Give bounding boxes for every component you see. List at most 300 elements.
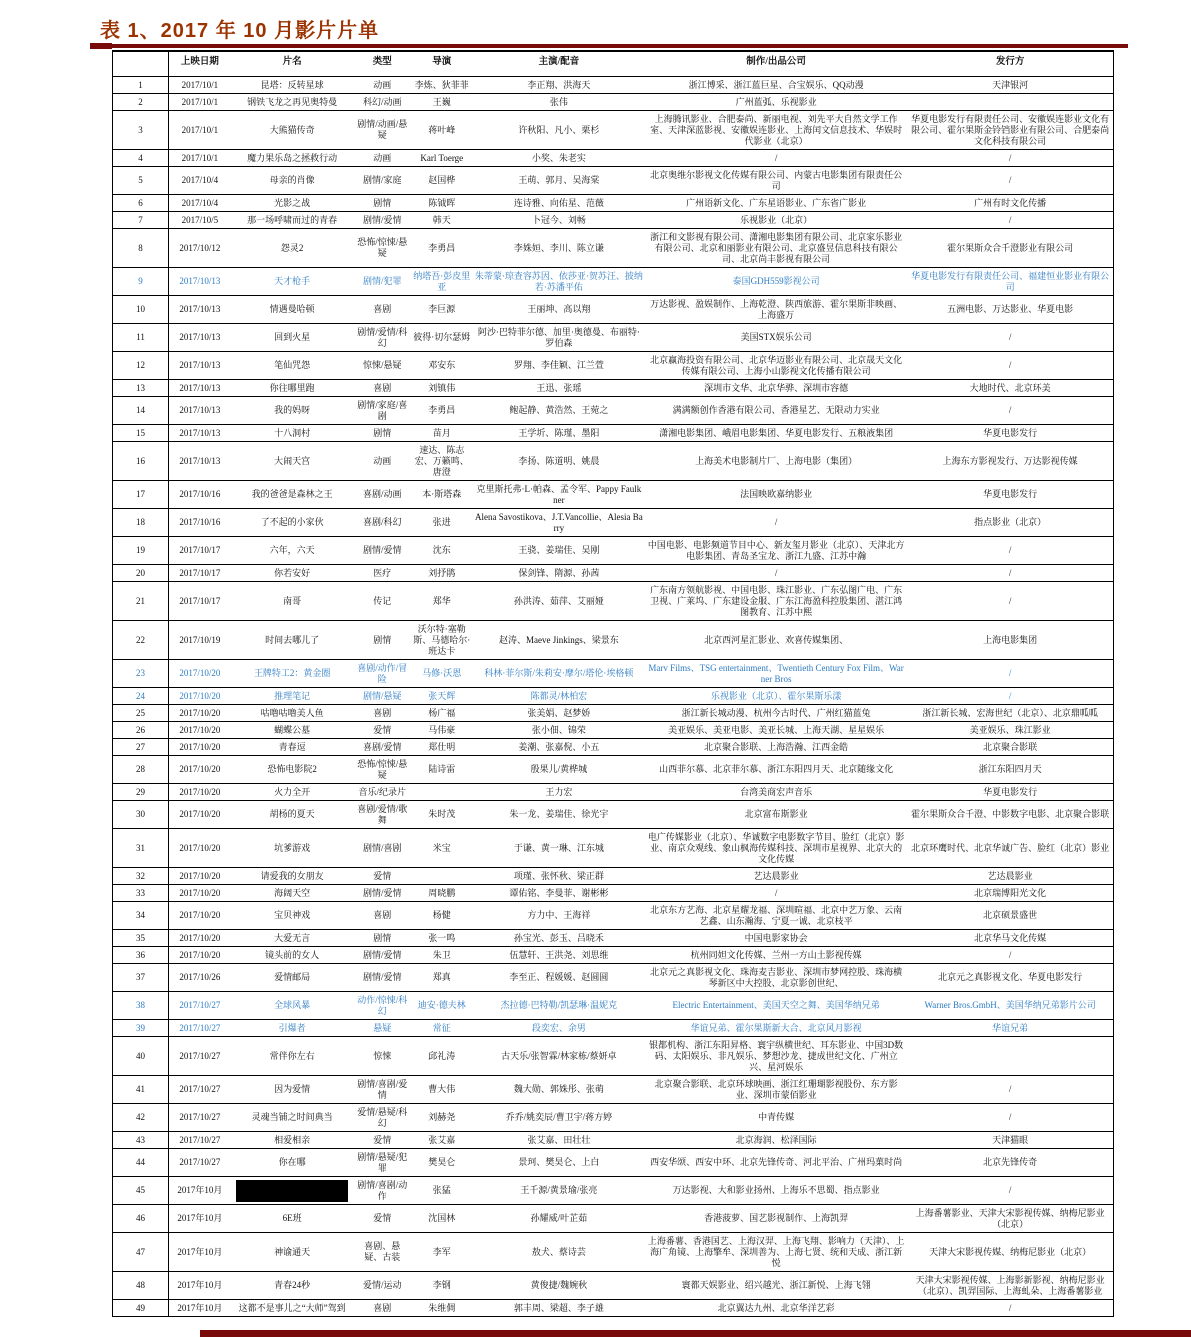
cell-date: 2017/10/20 <box>169 756 231 784</box>
cell-no: 25 <box>113 705 169 722</box>
cell-cast: 孙洪涛、茹萍、艾丽娅 <box>473 582 645 621</box>
cell-date: 2017年10月 <box>169 1205 231 1233</box>
cell-title: 请爱我的女朋友 <box>231 868 354 885</box>
cell-type: 喜剧/爱情 <box>354 739 411 756</box>
table-row <box>113 537 1114 565</box>
cell-distributor: 上海电影集团 <box>907 621 1113 660</box>
cell-title: 笔仙咒怨 <box>231 352 354 380</box>
table-row <box>113 425 1114 442</box>
cell-cast: 李正翔、洪海天 <box>473 77 645 94</box>
cell-producer: 中青传媒 <box>645 1104 907 1132</box>
cell-type: 剧情/喜剧/动作 <box>354 1177 411 1205</box>
cell-director: 李炼、狄菲菲 <box>411 77 473 94</box>
cell-director: 李勇昌 <box>411 397 473 425</box>
cell-distributor: / <box>907 167 1113 195</box>
cell-date: 2017/10/20 <box>169 688 231 705</box>
cell-producer: 法国映欧嘉纳影业 <box>645 481 907 509</box>
table-row <box>113 868 1114 885</box>
cell-director: 李钢 <box>411 1272 473 1300</box>
cell-cast: 王学圻、陈瑾、墨阳 <box>473 425 645 442</box>
cell-type: 剧情 <box>354 195 411 212</box>
cell-cast: 朱蒂蒙·琼查容苏因、依莎亚·贺苏汪、披纳若·苏潘平佑 <box>473 268 645 296</box>
cell-distributor: 华谊兄弟 <box>907 1020 1113 1037</box>
cell-date: 2017/10/20 <box>169 722 231 739</box>
cell-distributor: 北京瑞博阳光文化 <box>907 885 1113 902</box>
cell-date: 2017/10/1 <box>169 77 231 94</box>
cell-cast: 张艾嘉、田壮壮 <box>473 1132 645 1149</box>
cell-no: 17 <box>113 481 169 509</box>
cell-cast: 谭佑铭、李曼菲、谢彬彬 <box>473 885 645 902</box>
table-row <box>113 1132 1114 1149</box>
cell-date: 2017/10/20 <box>169 829 231 868</box>
cell-title: 全球风暴 <box>231 992 354 1020</box>
cell-distributor: 华夏电影发行 <box>907 784 1113 801</box>
table-row <box>113 195 1114 212</box>
cell-date: 2017/10/20 <box>169 739 231 756</box>
cell-title: 我的爸爸是森林之王 <box>231 481 354 509</box>
cell-title: 蝴蝶公墓 <box>231 722 354 739</box>
cell-no: 36 <box>113 947 169 964</box>
cell-producer: Marv Films、TSG entertainment、Twentieth Century Fox Film、Warner Bros <box>645 660 907 688</box>
cell-title: 了不起的小家伙 <box>231 509 354 537</box>
cell-distributor: 霍尔果斯众合千澄影业有限公司 <box>907 229 1113 268</box>
cell-cast: 张伟 <box>473 94 645 111</box>
cell-cast: 孙宝光、彭玉、吕晓禾 <box>473 930 645 947</box>
table-row <box>113 352 1114 380</box>
bottom-rule <box>200 1330 1191 1337</box>
table-row <box>113 739 1114 756</box>
cell-type: 动画 <box>354 150 411 167</box>
cell-no: 26 <box>113 722 169 739</box>
cell-cast: 陈都灵/林柏宏 <box>473 688 645 705</box>
cell-title: 爱情邮局 <box>231 964 354 992</box>
table-row <box>113 1177 1114 1205</box>
cell-producer: 广州语新文化、广东星语影业、广东省广影业 <box>645 195 907 212</box>
cell-title: 情遇曼哈顿 <box>231 296 354 324</box>
cell-no: 29 <box>113 784 169 801</box>
cell-cast: 王力宏 <box>473 784 645 801</box>
cell-producer: 广州蓝弧、乐视影业 <box>645 94 907 111</box>
cell-cast: 李至正、程媛媛、赵圆圆 <box>473 964 645 992</box>
cell-producer: / <box>645 885 907 902</box>
cell-date: 2017/10/27 <box>169 1076 231 1104</box>
cell-distributor: 艺达晨影业 <box>907 868 1113 885</box>
cell-distributor: 大地时代、北京环美 <box>907 380 1113 397</box>
cell-cast: 卜冠今、刘畅 <box>473 212 645 229</box>
cell-date: 2017/10/20 <box>169 784 231 801</box>
cell-producer: 北京翼达九州、北京华洋艺彩 <box>645 1300 907 1317</box>
cell-cast: 郭丰周、梁超、李子雄 <box>473 1300 645 1317</box>
cell-director: 迪安·德夫林 <box>411 992 473 1020</box>
film-table <box>112 50 1114 1317</box>
cell-cast: 张美娟、赵梦娇 <box>473 705 645 722</box>
cell-title: 魔力果乐岛之拯救行动 <box>231 150 354 167</box>
cell-cast: 乔乔/姚奕辰/曹卫宇/蒋方婷 <box>473 1104 645 1132</box>
table-row <box>113 964 1114 992</box>
cell-producer: 上海美术电影制片厂、上海电影（集团） <box>645 442 907 481</box>
cell-date: 2017/10/27 <box>169 1037 231 1076</box>
cell-cast: 项瑾、张怀秋、梁正群 <box>473 868 645 885</box>
cell-type: 剧情/悬疑 <box>354 688 411 705</box>
cell-type: 爱情/悬疑/科幻 <box>354 1104 411 1132</box>
cell-producer: 北京奥维尔影视文化传媒有限公司、内蒙古电影集团有限责任公司 <box>645 167 907 195</box>
cell-producer: 浙江新长城动漫、杭州今古时代、广州红猫蓝兔 <box>645 705 907 722</box>
table-row <box>113 885 1114 902</box>
cell-producer: 电广传媒影业（北京）、华诚数字电影数字节目、脸红（北京）影业、南京众观线、象山枫海传媒科技、深圳市星视界、北京大的文化传媒 <box>645 829 907 868</box>
cell-title: 青春24秒 <box>231 1272 354 1300</box>
cell-title: 十八洞村 <box>231 425 354 442</box>
cell-cast: 鲍起静、黄浩然、王菀之 <box>473 397 645 425</box>
cell-producer: 深圳市文华、北京华骅、深圳市容德 <box>645 380 907 397</box>
cell-type: 传记 <box>354 582 411 621</box>
header-no <box>113 51 169 77</box>
cell-title: 母亲的肖像 <box>231 167 354 195</box>
table-row <box>113 77 1114 94</box>
table-row <box>113 705 1114 722</box>
cell-producer: 中国电影家协会 <box>645 930 907 947</box>
cell-no: 40 <box>113 1037 169 1076</box>
cell-producer: 上海腾讯影业、合肥泰尚、新丽电视、刘先平大自然文学工作室、天津深蓝影视、安徽娱连影业、上海闰文信息技术、华娱时代影业（北京） <box>645 111 907 150</box>
cell-type: 剧情/喜剧/爱情 <box>354 1076 411 1104</box>
cell-producer: 潇湘电影集团、峨眉电影集团、华夏电影发行、五粮液集团 <box>645 425 907 442</box>
cell-director: 邱礼涛 <box>411 1037 473 1076</box>
cell-type: 剧情/犯罪 <box>354 268 411 296</box>
cell-cast: 王骁、姜瑞佳、吴刚 <box>473 537 645 565</box>
cell-date: 2017/10/16 <box>169 481 231 509</box>
cell-director: 朱卫 <box>411 947 473 964</box>
cell-producer: 美亚娱乐、美亚电影、美亚长城、上海天湖、星星娱乐 <box>645 722 907 739</box>
cell-type: 动作/惊悚/科幻 <box>354 992 411 1020</box>
cell-director: 李军 <box>411 1233 473 1272</box>
cell-director: 陈钺晖 <box>411 195 473 212</box>
cell-cast: 科林·菲尔斯/朱莉安·摩尔/塔伦·埃格顿 <box>473 660 645 688</box>
cell-distributor: / <box>907 150 1113 167</box>
cell-director: 张一鸣 <box>411 930 473 947</box>
cell-producer: / <box>645 565 907 582</box>
table-row <box>113 324 1114 352</box>
cell-date: 2017/10/26 <box>169 964 231 992</box>
cell-date: 2017/10/27 <box>169 1149 231 1177</box>
cell-type: 剧情/爱情/科幻 <box>354 324 411 352</box>
cell-title: 引爆者 <box>231 1020 354 1037</box>
cell-no: 42 <box>113 1104 169 1132</box>
cell-no: 35 <box>113 930 169 947</box>
cell-title: 咕噜咕噜美人鱼 <box>231 705 354 722</box>
cell-date: 2017/10/13 <box>169 380 231 397</box>
cell-no: 2 <box>113 94 169 111</box>
cell-distributor: 华夏电影发行有限责任公司、安徽娱连影业文化有限公司、霍尔果斯金铃铛影业有限公司、合肥泰尚 文化科技有限公司 <box>907 111 1113 150</box>
cell-director: 李巨源 <box>411 296 473 324</box>
cell-title: 镜头前的女人 <box>231 947 354 964</box>
cell-type: 喜剧/动作/冒险 <box>354 660 411 688</box>
cell-distributor: 指点影业（北京） <box>907 509 1113 537</box>
cell-title: 青春逗 <box>231 739 354 756</box>
cell-cast: 于谦、黄一琳、江东城 <box>473 829 645 868</box>
cell-cast: 王千源/黄景瑜/张亮 <box>473 1177 645 1205</box>
cell-no: 18 <box>113 509 169 537</box>
film-table-body <box>113 77 1114 1317</box>
cell-producer: 北京聚合影联、上海浩瀚、江西金皓 <box>645 739 907 756</box>
cell-producer: 满满额创作香港有限公司、香港星艺、无限动力实业 <box>645 397 907 425</box>
cell-date: 2017/10/17 <box>169 565 231 582</box>
cell-distributor: / <box>907 352 1113 380</box>
cell-type: 爱情 <box>354 1205 411 1233</box>
cell-type: 剧情/动画/悬疑 <box>354 111 411 150</box>
cell-producer: 台湾美商宏声音乐 <box>645 784 907 801</box>
cell-no: 24 <box>113 688 169 705</box>
cell-cast: 魏大勋、郭姝彤、张萌 <box>473 1076 645 1104</box>
cell-director: 米宝 <box>411 829 473 868</box>
table-row <box>113 481 1114 509</box>
cell-type: 剧情/喜剧 <box>354 829 411 868</box>
cell-distributor: 天津猫眼 <box>907 1132 1113 1149</box>
header-row <box>113 51 1114 77</box>
redacted-title-box <box>236 1180 348 1202</box>
table-row <box>113 1020 1114 1037</box>
cell-title: 推理笔记 <box>231 688 354 705</box>
cell-distributor: 浙江新长城、宏海世纪（北京）、北京鼎呱呱 <box>907 705 1113 722</box>
cell-date: 2017/10/12 <box>169 229 231 268</box>
cell-producer: 万达影视、盈娱制作、上海乾澄、陕西旅游、霍尔果斯非映画、上海盛万 <box>645 296 907 324</box>
cell-date: 2017/10/13 <box>169 324 231 352</box>
cell-title: 光影之战 <box>231 195 354 212</box>
cell-director: 沃尔特·塞勒斯、马德哈尔·班达卡 <box>411 621 473 660</box>
table-row <box>113 582 1114 621</box>
cell-director: 刘抒鹃 <box>411 565 473 582</box>
cell-type: 爱情 <box>354 1132 411 1149</box>
cell-director: 郑仕明 <box>411 739 473 756</box>
cell-producer: 乐视影业（北京）、霍尔果斯乐漾 <box>645 688 907 705</box>
table-row <box>113 150 1114 167</box>
page-title: 表 1、2017 年 10 月影片片单 <box>100 20 380 42</box>
cell-no: 3 <box>113 111 169 150</box>
header-distributor: 发行方 <box>907 51 1113 77</box>
cell-date: 2017/10/17 <box>169 537 231 565</box>
header-producer: 制作/出品公司 <box>645 51 907 77</box>
cell-distributor: / <box>907 582 1113 621</box>
table-row <box>113 380 1114 397</box>
cell-director: 马修·沃恩 <box>411 660 473 688</box>
cell-no: 7 <box>113 212 169 229</box>
table-row <box>113 756 1114 784</box>
table-row <box>113 660 1114 688</box>
cell-cast: 王丽坤、高以翔 <box>473 296 645 324</box>
cell-title: 胡杨的夏天 <box>231 801 354 829</box>
cell-title: 相爱相亲 <box>231 1132 354 1149</box>
cell-distributor: 华夏电影发行有限责任公司、福建恒业影业有限公司 <box>907 268 1113 296</box>
table-row <box>113 212 1114 229</box>
table-row <box>113 1076 1114 1104</box>
table-row <box>113 1300 1114 1317</box>
cell-no: 38 <box>113 992 169 1020</box>
cell-type: 剧情 <box>354 425 411 442</box>
table-row <box>113 565 1114 582</box>
cell-producer: 泰国GDH559影视公司 <box>645 268 907 296</box>
cell-distributor: / <box>907 1300 1113 1317</box>
cell-title: 灵魂当铺之时间典当 <box>231 1104 354 1132</box>
cell-no: 37 <box>113 964 169 992</box>
cell-title: 怨灵2 <box>231 229 354 268</box>
table-row <box>113 397 1114 425</box>
cell-no: 47 <box>113 1233 169 1272</box>
cell-type: 科幻/动画 <box>354 94 411 111</box>
cell-cast: 方力中、王海祥 <box>473 902 645 930</box>
cell-no: 31 <box>113 829 169 868</box>
cell-type: 剧情 <box>354 930 411 947</box>
cell-no: 9 <box>113 268 169 296</box>
cell-producer: 北京聚合影联、北京环球映画、浙江红珊瑚影视股份、东方影业、深圳市蒙佰影业 <box>645 1076 907 1104</box>
cell-date: 2017年10月 <box>169 1177 231 1205</box>
cell-cast: 杰拉德·巴特勒/凯瑟琳·温妮克 <box>473 992 645 1020</box>
cell-director: 苗月 <box>411 425 473 442</box>
cell-no: 45 <box>113 1177 169 1205</box>
cell-cast: 许秋阳、凡小、栗杉 <box>473 111 645 150</box>
cell-no: 14 <box>113 397 169 425</box>
table-row <box>113 509 1114 537</box>
table-row <box>113 268 1114 296</box>
cell-type: 喜剧/科幻 <box>354 509 411 537</box>
cell-distributor: 天津大宋影视传媒、上海影新影视、纳梅尼影业（北京）、凯羿国际、上海虬朵、上海番薯影业 <box>907 1272 1113 1300</box>
table-row <box>113 784 1114 801</box>
cell-director: 本·斯塔森 <box>411 481 473 509</box>
cell-cast: 连诗雅、向佑星、范薇 <box>473 195 645 212</box>
cell-type: 喜剧/动画 <box>354 481 411 509</box>
cell-distributor: 天津银河 <box>907 77 1113 94</box>
cell-no: 48 <box>113 1272 169 1300</box>
table-row <box>113 992 1114 1020</box>
cell-cast: 黄俊捷/魏婉秋 <box>473 1272 645 1300</box>
table-row <box>113 229 1114 268</box>
cell-distributor: 上海东方影视发行、万达影视传媒 <box>907 442 1113 481</box>
cell-no: 27 <box>113 739 169 756</box>
cell-no: 10 <box>113 296 169 324</box>
cell-producer: 广东南方领航影视、中国电影、珠江影业、广东弘图广电、广东卫视、广莱坞、广东建设金服、广东江海盈科控股集团、湛江鸿图教育、江苏中熙 <box>645 582 907 621</box>
cell-type: 动画 <box>354 77 411 94</box>
cell-producer: 美国STX娱乐公司 <box>645 324 907 352</box>
cell-cast: 伍慧轩、王洪尧、刘思维 <box>473 947 645 964</box>
cell-distributor: Warner Bros.GmbH、美国华纳兄弟影片公司 <box>907 992 1113 1020</box>
cell-distributor: / <box>907 397 1113 425</box>
cell-director: 彼得·切尔瑟姆 <box>411 324 473 352</box>
cell-distributor: 天津大宋影视传媒、纳梅尼影业（北京） <box>907 1233 1113 1272</box>
cell-producer: / <box>645 150 907 167</box>
cell-director: 李勇昌 <box>411 229 473 268</box>
cell-title: 宝贝神戏 <box>231 902 354 930</box>
cell-director: 刘赫尧 <box>411 1104 473 1132</box>
cell-no: 8 <box>113 229 169 268</box>
cell-title: 大闹天宫 <box>231 442 354 481</box>
cell-distributor: / <box>907 212 1113 229</box>
cell-date: 2017/10/20 <box>169 902 231 930</box>
cell-cast: 景珂、樊昊仑、上白 <box>473 1149 645 1177</box>
cell-title: 天才枪手 <box>231 268 354 296</box>
cell-no: 20 <box>113 565 169 582</box>
cell-title: 6E班 <box>231 1205 354 1233</box>
cell-producer: 万达影视、大和影业扬州、上海乐不思蜀、指点影业 <box>645 1177 907 1205</box>
cell-director: 朱维倜 <box>411 1300 473 1317</box>
cell-date: 2017/10/5 <box>169 212 231 229</box>
cell-director: 王巍 <box>411 94 473 111</box>
cell-producer: 北京赢海投资有限公司、北京华迈影业有限公司、北京晟天文化传媒有限公司、上海小山影视文化传播有限公司 <box>645 352 907 380</box>
table-row <box>113 1149 1114 1177</box>
cell-producer: 华谊兄弟、霍尔果斯新大合、北京风月影视 <box>645 1020 907 1037</box>
cell-type: 爱情 <box>354 722 411 739</box>
cell-date: 2017/10/16 <box>169 509 231 537</box>
cell-title: 大爱无言 <box>231 930 354 947</box>
cell-type: 剧情/悬疑/犯罪 <box>354 1149 411 1177</box>
cell-type: 剧情/爱情 <box>354 212 411 229</box>
cell-distributor: 霍尔果斯众合千澄、中影数字电影、北京聚合影联 <box>907 801 1113 829</box>
table-row <box>113 829 1114 868</box>
cell-no: 19 <box>113 537 169 565</box>
cell-director: 周晓鹏 <box>411 885 473 902</box>
cell-date: 2017/10/13 <box>169 268 231 296</box>
cell-director: 常征 <box>411 1020 473 1037</box>
cell-cast: 李扬、陈道明、姚晨 <box>473 442 645 481</box>
cell-date: 2017/10/13 <box>169 425 231 442</box>
cell-type: 喜剧/爱情/歌舞 <box>354 801 411 829</box>
cell-producer: 北京元之真影视文化、珠海麦吉影业、深圳市梦网控股、珠海横琴新区中大控股、北京影创世纪、 <box>645 964 907 992</box>
cell-type: 爱情/运动 <box>354 1272 411 1300</box>
cell-type: 剧情/爱情 <box>354 537 411 565</box>
cell-producer: 杭州同妲文化传媒、兰州一方山土影视传媒 <box>645 947 907 964</box>
cell-date: 2017/10/27 <box>169 1132 231 1149</box>
cell-title: 南哥 <box>231 582 354 621</box>
cell-title <box>231 1177 354 1205</box>
cell-distributor: / <box>907 1177 1113 1205</box>
table-row <box>113 902 1114 930</box>
cell-distributor <box>907 1037 1113 1076</box>
table-row <box>113 1233 1114 1272</box>
cell-producer: 北京西河星汇影业、欢喜传媒集团、 <box>645 621 907 660</box>
cell-title: 那一场呼啸而过的青春 <box>231 212 354 229</box>
cell-cast: 保剑锋、隋源、孙茜 <box>473 565 645 582</box>
cell-title: 这都不是事儿之“大师”驾到 <box>231 1300 354 1317</box>
cell-producer: 中国电影、电影频道节目中心、新友玺月影业（北京）、天津北方电影集团、青岛圣宝龙、浙江九盛、江苏中瀚 <box>645 537 907 565</box>
table-row <box>113 688 1114 705</box>
title-rule <box>98 44 1128 48</box>
cell-director: 沈东 <box>411 537 473 565</box>
cell-date: 2017/10/1 <box>169 150 231 167</box>
cell-distributor: 广州有时文化传播 <box>907 195 1113 212</box>
cell-date: 2017/10/13 <box>169 397 231 425</box>
film-table-wrap <box>112 50 1116 1317</box>
cell-type: 喜剧 <box>354 705 411 722</box>
cell-no: 46 <box>113 1205 169 1233</box>
cell-date: 2017/10/19 <box>169 621 231 660</box>
cell-date: 2017/10/20 <box>169 660 231 688</box>
cell-no: 34 <box>113 902 169 930</box>
header-director: 导演 <box>411 51 473 77</box>
cell-distributor: / <box>907 660 1113 688</box>
table-row <box>113 442 1114 481</box>
cell-no: 23 <box>113 660 169 688</box>
table-row <box>113 722 1114 739</box>
table-row <box>113 621 1114 660</box>
cell-date: 2017/10/4 <box>169 195 231 212</box>
cell-distributor: 北京华马文化传媒 <box>907 930 1113 947</box>
cell-title: 你在哪 <box>231 1149 354 1177</box>
cell-no: 4 <box>113 150 169 167</box>
cell-title: 因为爱情 <box>231 1076 354 1104</box>
cell-distributor: 浙江东阳四月天 <box>907 756 1113 784</box>
cell-title: 海阔天空 <box>231 885 354 902</box>
cell-cast: 阿沙·巴特菲尔德、加里·奥德曼、布丽特·罗伯森 <box>473 324 645 352</box>
cell-distributor: / <box>907 565 1113 582</box>
cell-type: 剧情/家庭/喜剧 <box>354 397 411 425</box>
cell-no: 15 <box>113 425 169 442</box>
cell-cast: 殷果儿/黄桦城 <box>473 756 645 784</box>
